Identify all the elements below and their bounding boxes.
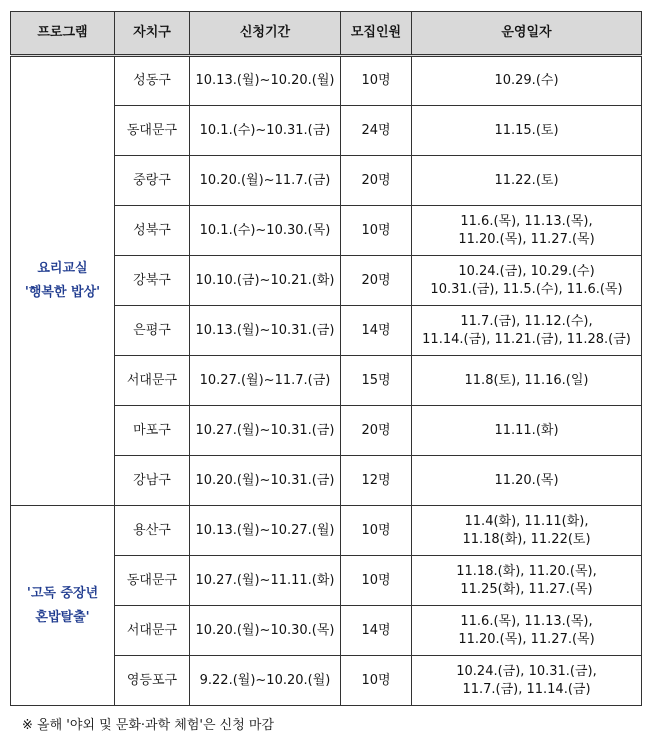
- header-district: 자치구: [115, 12, 190, 56]
- period-cell: 10.27.(월)~10.31.(금): [190, 406, 341, 456]
- capacity-cell: 20명: [341, 406, 412, 456]
- footnote: ※ 올해 '야외 및 문화·과학 체험'은 신청 마감: [22, 718, 275, 733]
- date-line: 11.20.(목): [494, 472, 559, 488]
- table-body: [11, 56, 642, 706]
- period-cell: 10.1.(수)~10.31.(금): [190, 106, 341, 156]
- date-line: 11.14.(금), 11.21.(금), 11.28.(금): [422, 331, 631, 347]
- district-cell: 마포구: [115, 406, 190, 456]
- dates-cell: [412, 156, 642, 206]
- period-cell: 10.20.(월)~10.31.(금): [190, 456, 341, 506]
- capacity-cell: 14명: [341, 306, 412, 356]
- district-cell: 성동구: [115, 56, 190, 106]
- table-row: [11, 506, 642, 556]
- capacity-cell: 10명: [341, 56, 412, 106]
- schedule-table: [10, 11, 642, 706]
- date-line: 10.29.(수): [494, 73, 559, 88]
- header-dates: 운영일자: [412, 12, 642, 56]
- table-row: [11, 56, 642, 106]
- district-cell: 강남구: [115, 456, 190, 506]
- district-cell: 서대문구: [115, 356, 190, 406]
- program-name-line: 혼밥탈출': [35, 609, 90, 625]
- header-program: 프로그램: [11, 12, 115, 56]
- period-cell: 10.10.(금)~10.21.(화): [190, 256, 341, 306]
- capacity-cell: 14명: [341, 606, 412, 656]
- district-cell: 서대문구: [115, 606, 190, 656]
- dates-cell: [412, 206, 642, 256]
- date-line: 11.4(화), 11.11(화),: [464, 513, 589, 529]
- program-cell: [11, 506, 115, 706]
- capacity-cell: 12명: [341, 456, 412, 506]
- date-line: 11.11.(화): [494, 422, 559, 438]
- period-cell: 10.27.(월)~11.11.(화): [190, 556, 341, 606]
- district-cell: 영등포구: [115, 656, 190, 706]
- date-line: 11.22.(토): [494, 172, 559, 188]
- capacity-cell: 10명: [341, 656, 412, 706]
- dates-cell: [412, 406, 642, 456]
- period-cell: 10.20.(월)~10.30.(목): [190, 606, 341, 656]
- dates-cell: [412, 56, 642, 106]
- district-cell: 은평구: [115, 306, 190, 356]
- header-capacity: 모집인원: [341, 12, 412, 56]
- date-line: 11.20.(목), 11.27.(목): [458, 631, 595, 647]
- dates-cell: [412, 456, 642, 506]
- date-line: 11.18.(화), 11.20.(목),: [456, 563, 597, 579]
- dates-cell: [412, 556, 642, 606]
- date-line: 11.15.(토): [494, 122, 559, 138]
- dates-cell: [412, 356, 642, 406]
- dates-cell: [412, 256, 642, 306]
- capacity-cell: 10명: [341, 206, 412, 256]
- program-name-line: '행복한 밥상': [24, 285, 101, 300]
- dates-cell: [412, 606, 642, 656]
- period-cell: 10.1.(수)~10.30.(목): [190, 206, 341, 256]
- period-cell: 10.20.(월)~11.7.(금): [190, 156, 341, 206]
- date-line: 10.24.(금), 10.31.(금),: [456, 663, 597, 679]
- date-line: 11.6.(목), 11.13.(목),: [460, 213, 593, 229]
- date-line: 11.25(화), 11.27.(목): [460, 581, 593, 597]
- capacity-cell: 20명: [341, 156, 412, 206]
- capacity-cell: 10명: [341, 556, 412, 606]
- period-cell: 10.13.(월)~10.31.(금): [190, 306, 341, 356]
- district-cell: 성북구: [115, 206, 190, 256]
- district-cell: 동대문구: [115, 106, 190, 156]
- header-row: [11, 12, 642, 56]
- dates-cell: [412, 656, 642, 706]
- program-cell: [11, 56, 115, 506]
- capacity-cell: 24명: [341, 106, 412, 156]
- date-line: 10.24.(금), 10.29.(수): [458, 263, 595, 279]
- dates-cell: [412, 106, 642, 156]
- district-cell: 강북구: [115, 256, 190, 306]
- date-line: 11.6.(목), 11.13.(목),: [460, 613, 593, 629]
- district-cell: 동대문구: [115, 556, 190, 606]
- district-cell: 중랑구: [115, 156, 190, 206]
- date-line: 11.8(토), 11.16.(일): [464, 372, 589, 388]
- dates-cell: [412, 506, 642, 556]
- date-line: 11.18(화), 11.22(토): [462, 531, 591, 547]
- program-name-line: 요리교실: [37, 261, 88, 276]
- date-line: 11.20.(목), 11.27.(목): [458, 231, 595, 247]
- date-line: 11.7.(금), 11.12.(수),: [460, 313, 593, 329]
- district-cell: 용산구: [115, 506, 190, 556]
- capacity-cell: 15명: [341, 356, 412, 406]
- period-cell: 10.13.(월)~10.20.(월): [190, 56, 341, 106]
- capacity-cell: 10명: [341, 506, 412, 556]
- dates-cell: [412, 306, 642, 356]
- program-name-line: '고독 중장년: [26, 585, 99, 601]
- period-cell: 10.27.(월)~11.7.(금): [190, 356, 341, 406]
- header-period: 신청기간: [190, 12, 341, 56]
- period-cell: 10.13.(월)~10.27.(월): [190, 506, 341, 556]
- period-cell: 9.22.(월)~10.20.(월): [190, 656, 341, 706]
- capacity-cell: 20명: [341, 256, 412, 306]
- date-line: 11.7.(금), 11.14.(금): [462, 681, 591, 697]
- date-line: 10.31.(금), 11.5.(수), 11.6.(목): [430, 281, 623, 297]
